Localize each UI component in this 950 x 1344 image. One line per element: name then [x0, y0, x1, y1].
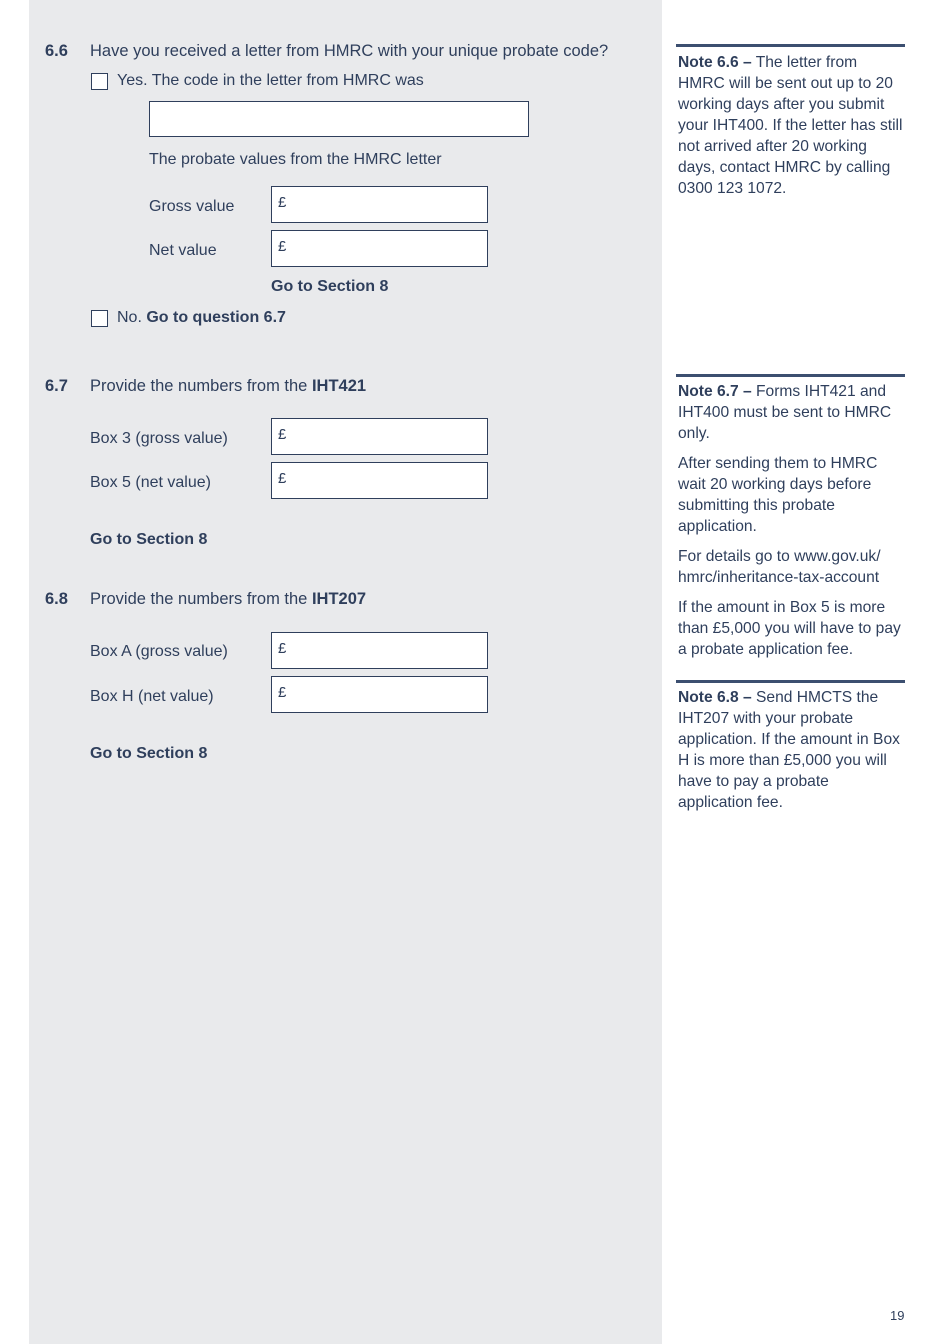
- probate-code-input[interactable]: [149, 101, 529, 137]
- net-value-input[interactable]: [271, 230, 488, 267]
- currency-symbol: £: [278, 238, 287, 255]
- note-divider: [676, 680, 905, 683]
- goto-section-8-instruction: Go to Section 8: [271, 278, 389, 295]
- box-h-input[interactable]: [271, 676, 488, 713]
- note-divider: [676, 44, 905, 47]
- note-6-8: Note 6.8 – Send HMCTS the IHT207 with your probate application. If the amount in Box H is more than £5,000 you will have to pay a probate application fee.: [678, 689, 900, 811]
- box-a-label: Box A (gross value): [90, 643, 228, 660]
- yes-checkbox[interactable]: [91, 73, 108, 90]
- question-text-6-8: Provide the numbers from the IHT207: [90, 590, 367, 608]
- note-divider: [676, 374, 905, 377]
- box-5-input[interactable]: [271, 462, 488, 499]
- question-text-6-7: Provide the numbers from the IHT421: [90, 377, 367, 395]
- currency-symbol: £: [278, 470, 287, 487]
- currency-symbol: £: [278, 684, 287, 701]
- question-number-6-7: 6.7: [45, 377, 68, 395]
- goto-section-8-instruction: Go to Section 8: [90, 745, 208, 762]
- currency-symbol: £: [278, 426, 287, 443]
- question-number-6-6: 6.6: [45, 42, 68, 60]
- currency-symbol: £: [278, 640, 287, 657]
- question-text-6-6: Have you received a letter from HMRC with your unique probate code?: [90, 42, 609, 60]
- gross-value-label: Gross value: [149, 198, 235, 215]
- note-6-7: Note 6.7 – Forms IHT421 and IHT400 must be sent to HMRC only. After sending them to HMRC wait 20 working days before submitting this probate application. For details go to www.gov.uk/ hmrc/inheritance-tax-account If the amount in Box 5 is more than £5,000 you will have to pay a probate application fee.: [678, 383, 901, 658]
- box-5-label: Box 5 (net value): [90, 474, 211, 491]
- no-label: No. Go to question 6.7: [117, 309, 286, 326]
- currency-symbol: £: [278, 194, 287, 211]
- note-6-6: Note 6.6 – The letter from HMRC will be sent out up to 20 working days after you submit your IHT400. If the letter has still not arrived after 20 working days, contact HMRC by calling 0300 123 1072.: [678, 54, 903, 197]
- net-value-label: Net value: [149, 242, 217, 259]
- box-h-label: Box H (net value): [90, 688, 214, 705]
- page-number: 19: [890, 1308, 905, 1323]
- question-number-6-8: 6.8: [45, 590, 68, 608]
- yes-label: Yes. The code in the letter from HMRC was: [117, 72, 424, 89]
- gross-value-input[interactable]: [271, 186, 488, 223]
- box-3-label: Box 3 (gross value): [90, 430, 228, 447]
- probate-values-label: The probate values from the HMRC letter: [149, 151, 442, 168]
- goto-section-8-instruction: Go to Section 8: [90, 531, 208, 548]
- box-3-input[interactable]: [271, 418, 488, 455]
- no-checkbox[interactable]: [91, 310, 108, 327]
- box-a-input[interactable]: [271, 632, 488, 669]
